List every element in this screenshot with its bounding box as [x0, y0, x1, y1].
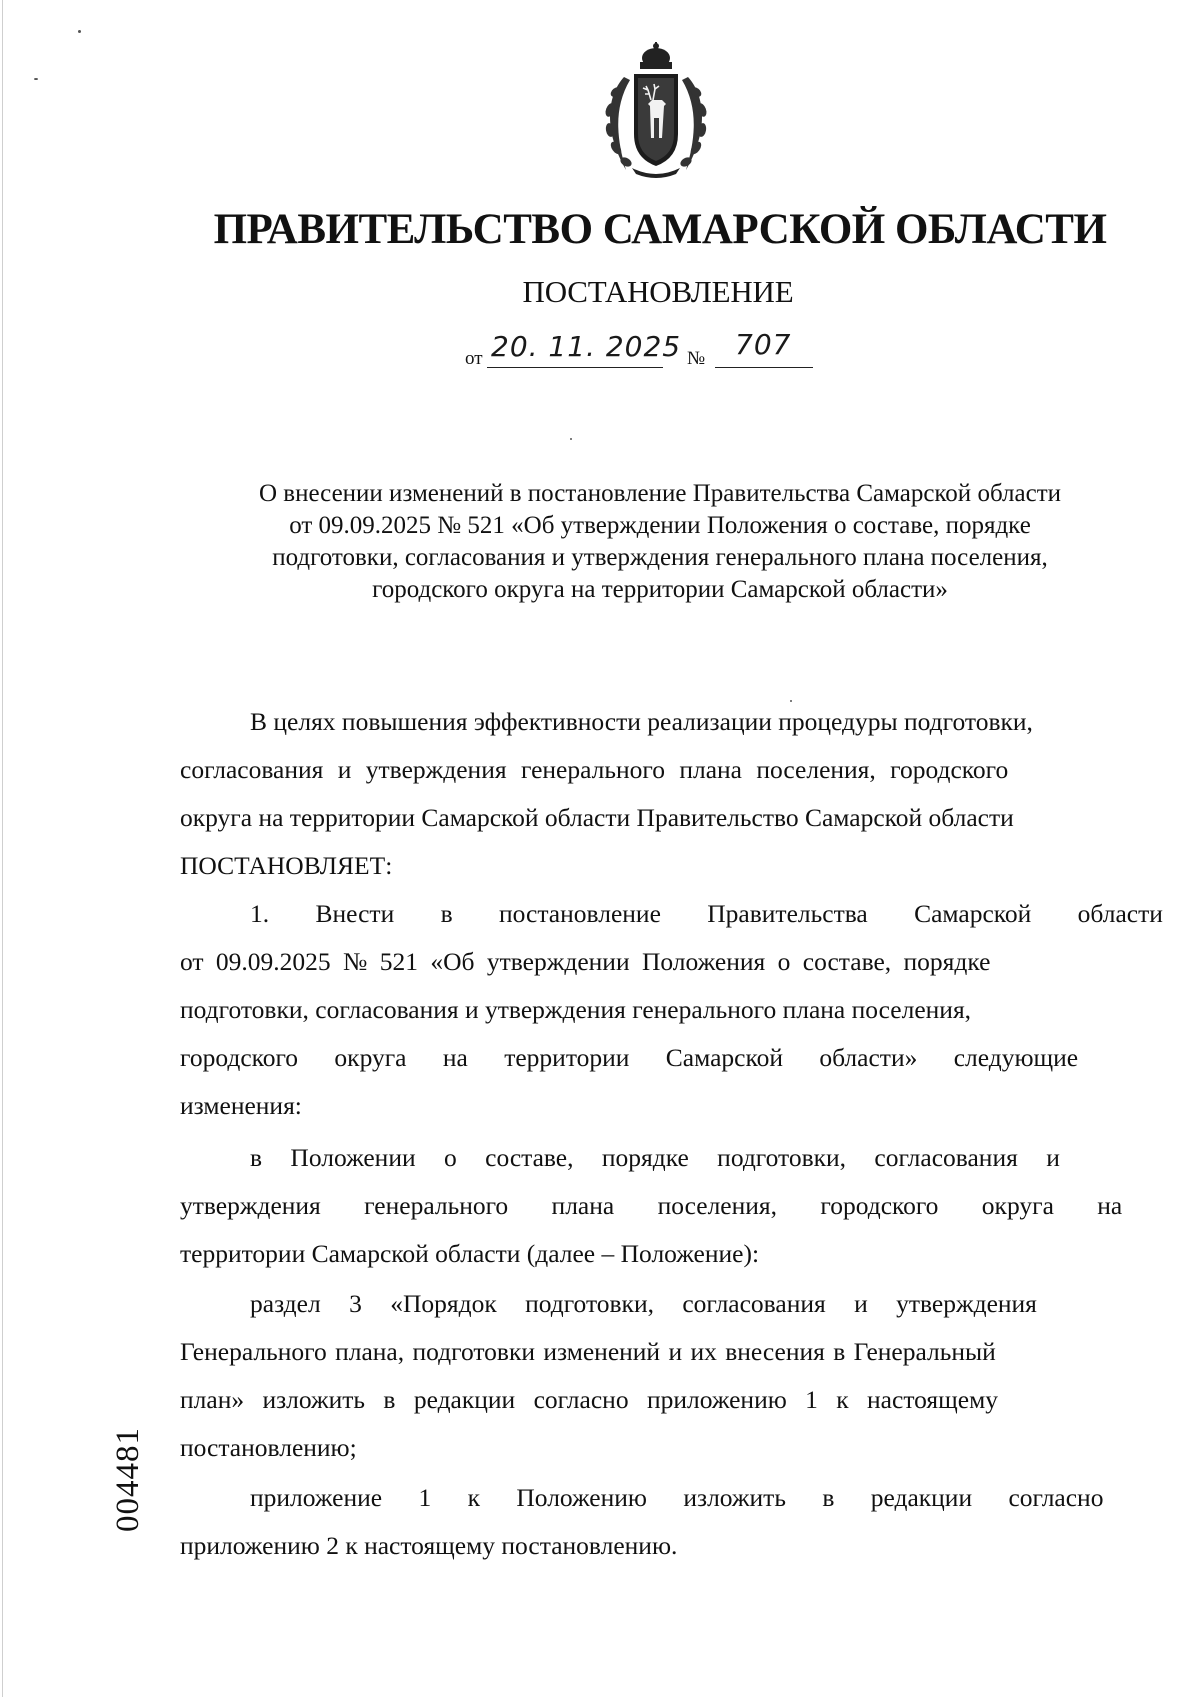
- registration-stamp-number: 004481: [110, 1427, 146, 1532]
- handwritten-number: 707: [735, 328, 792, 361]
- text-line: изменения:: [180, 1091, 302, 1120]
- scan-speck: [78, 30, 81, 33]
- text-line: Генерального плана, подготовки изменений и их внесения в Генеральный: [180, 1337, 996, 1366]
- subject-line: городского округа на территории Самарской области»: [372, 576, 948, 603]
- text-line: ПОСТАНОВЛЯЕТ:: [180, 851, 393, 880]
- text-line: В целях повышения эффективности реализации процедуры подготовки,: [250, 707, 1033, 736]
- text-line: постановлению;: [180, 1433, 357, 1462]
- text-line: городского округа на территории Самарской области» следующие: [180, 1043, 1079, 1072]
- organization-title: ПРАВИТЕЛЬСТВО САМАРСКОЙ ОБЛАСТИ: [213, 206, 1107, 253]
- scan-speck: [570, 438, 572, 440]
- preamble-paragraph: [180, 698, 1120, 890]
- text-line: округа на территории Самарской области Правительство Самарской области: [180, 803, 1014, 832]
- date-prefix: от: [465, 348, 483, 369]
- scan-speck: [34, 78, 38, 80]
- item-1-amendment-paragraph: [180, 1134, 1123, 1278]
- text-line: согласования и утверждения генерального плана поселения, городского: [180, 755, 1009, 784]
- subject-line: от 09.09.2025 № 521 «Об утверждении Положения о составе, порядке: [289, 512, 1031, 539]
- document-subject: [120, 478, 1200, 606]
- text-line: 1. Внести в постановление Правительства Самарской области: [250, 899, 1163, 928]
- coat-of-arms-emblem: [596, 42, 716, 180]
- handwritten-date: 20. 11. 2025: [491, 330, 682, 363]
- document-type: ПОСТАНОВЛЕНИЕ: [522, 274, 794, 309]
- text-line: в Положении о составе, порядке подготовки, согласования и: [250, 1143, 1060, 1172]
- subject-line: подготовки, согласования и утверждения генерального плана поселения,: [272, 544, 1048, 571]
- text-line: от 09.09.2025 № 521 «Об утверждении Положения о составе, порядке: [180, 947, 991, 976]
- subject-line: О внесении изменений в постановление Правительства Самарской области: [258, 480, 1062, 507]
- text-line: территории Самарской области (далее – Положение):: [180, 1239, 760, 1268]
- date-underline: [487, 367, 663, 368]
- text-line: раздел 3 «Порядок подготовки, согласования и утверждения: [250, 1289, 1037, 1318]
- text-line: утверждения генерального плана поселения, городского округа на: [180, 1191, 1123, 1220]
- text-line: подготовки, согласования и утверждения генерального плана поселения,: [180, 995, 972, 1024]
- section-3-paragraph: [180, 1280, 1120, 1472]
- text-line: приложению 2 к настоящему постановлению.: [180, 1531, 678, 1560]
- item-1-paragraph: [180, 890, 1163, 1130]
- scan-edge: [2, 0, 3, 1697]
- appendix-1-paragraph: [180, 1474, 1120, 1570]
- text-line: приложение 1 к Положению изложить в редакции согласно: [250, 1483, 1104, 1512]
- number-underline: [715, 367, 813, 368]
- number-prefix: №: [687, 348, 706, 369]
- text-line: план» изложить в редакции согласно приложению 1 к настоящему: [180, 1385, 998, 1414]
